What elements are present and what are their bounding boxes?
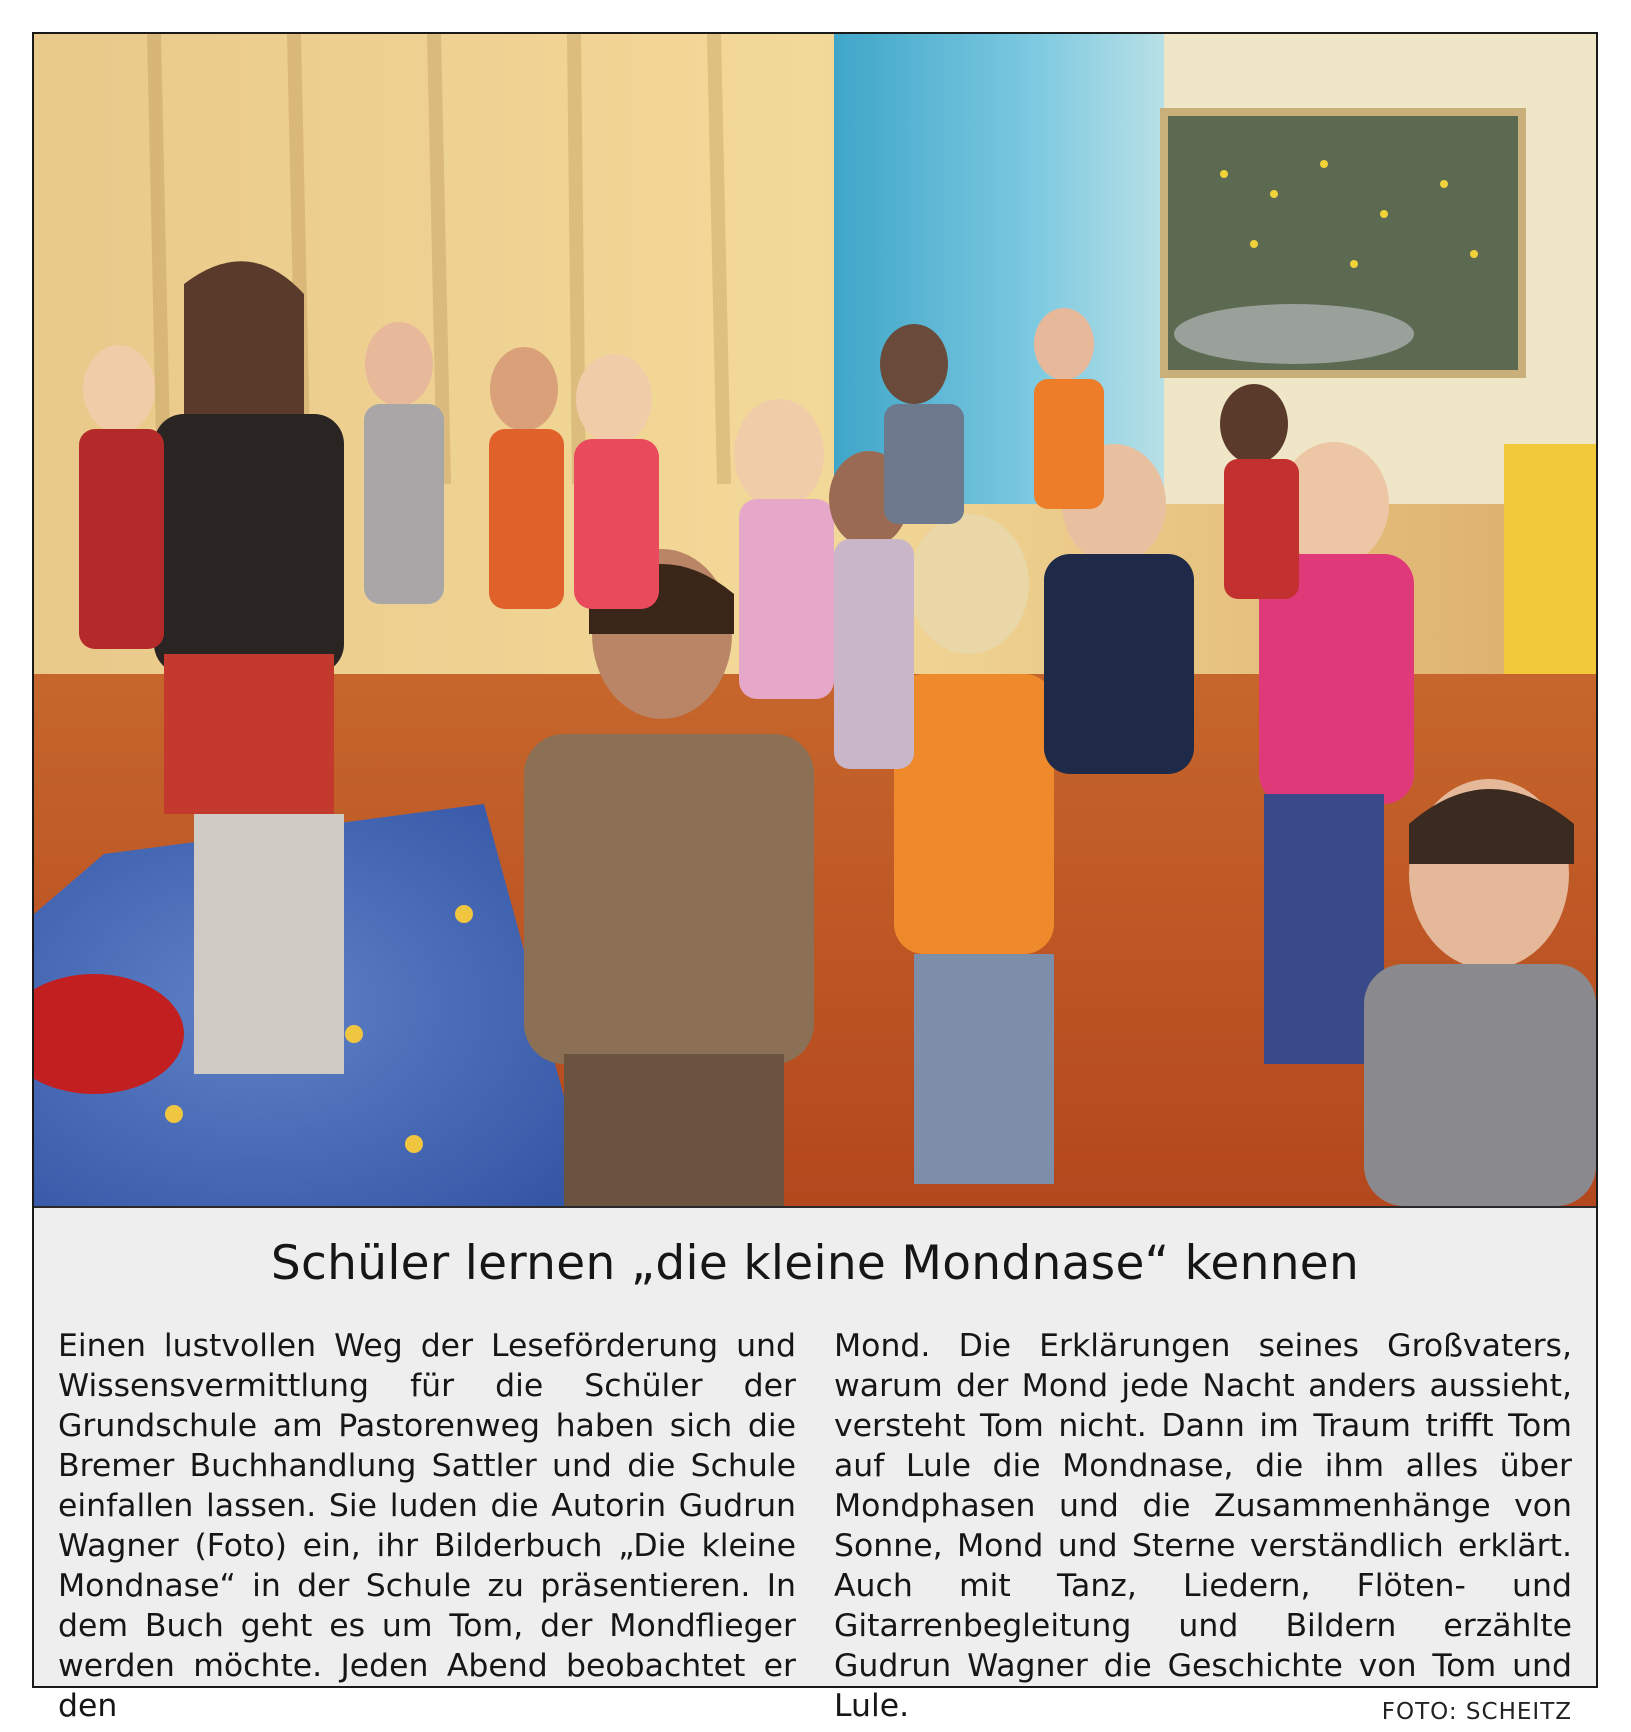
article-text-column-left: Einen lustvollen Weg der Leseförderung und Wissensvermittlung für die Schüler der Grundschule am Pastorenweg haben sich die Bremer Buchhandlung Sattler und die Schule einfallen lassen. Sie luden die Autorin Gudrun Wagner (Foto) ein, ihr Bilderbuch „Die kleine Mondnase“ in der Schule zu präsentieren. In dem Buch geht es um Tom, der Mondflieger werden möchte. Jeden Abend beobachtet er den xyxy=(58,1328,796,1724)
photo-credit: FOTO: SCHEITZ xyxy=(1381,1699,1572,1725)
article-frame xyxy=(32,32,1598,1725)
article-text-column-right xyxy=(834,1326,1572,1732)
article-text-column-right-body: Mond. Die Erklärungen seines Großvaters, warum der Mond jede Nacht anders aussieht, versteht Tom nicht. Dann im Traum trifft Tom auf Lule die Mondnase, die ihm alles über Mondphasen und die Zusammenhänge von Sonne, Mond und Sterne verständlich erklärt. Auch mit Tanz, Liedern, Flöten- und Gitarrenbegleitung und Bildern erzählte Gudrun Wagner die Geschichte von Tom und Lule. xyxy=(834,1328,1572,1724)
article-photo xyxy=(34,34,1596,1206)
headline: Schüler lernen „die kleine Mondnase“ kennen xyxy=(270,1236,1360,1291)
photo-image xyxy=(34,34,1596,1206)
caption-box xyxy=(34,1206,1596,1725)
